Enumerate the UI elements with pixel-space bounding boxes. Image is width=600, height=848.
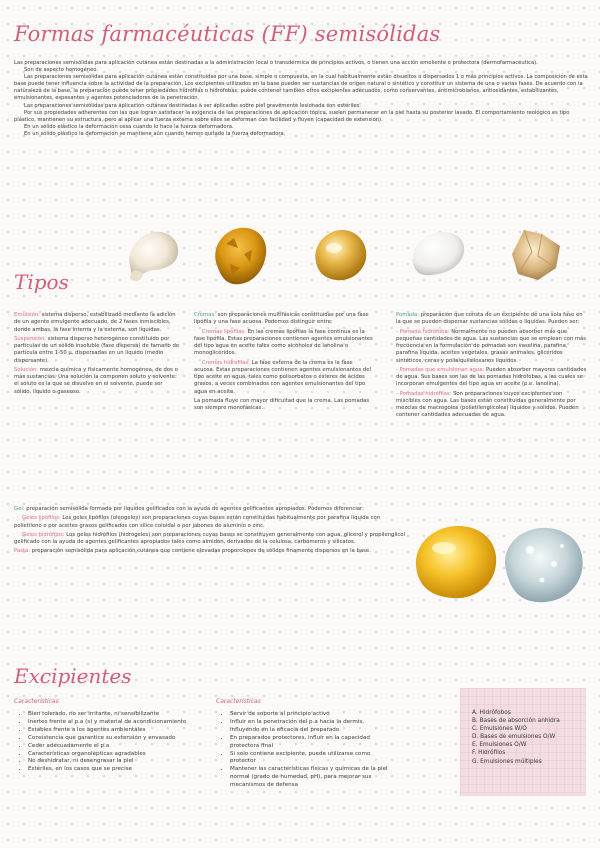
page-title: Formas farmacéuticas (FF) semisólidas [14, 22, 441, 46]
caracteristicas-list [216, 711, 394, 790]
legend-item: G. Emulsiones múltiples [472, 758, 542, 765]
cremas-hidrofilas-term: Cremas hidrófilas: [202, 359, 250, 366]
list-item: • En preparados protectores, influir en la capacidad protectora final [230, 735, 394, 751]
pomada-hidrofoba-text: Normalmente no pueden absorber más que pequeñas cantidades de agua. Las sustancias que se emplean con más frecuencia en la formulación de pomadas son vaselina, parafina, parafina líquida, aceites vegetales, grasas animales, glicéridos sintéticos, ceras y polialquilsiloxanos líquidos. [396, 328, 587, 364]
pomada-hidrofila-text: Son preparaciones cuyos excipientes son miscibles con agua. Las bases están constituidas generalmente por mezclas de macrogoles (polietilenglicoles) líquidos y sólidos. Pueden contener cantidades adecuadas de agua. [396, 390, 579, 419]
emulsion-text: sistema disperso, estabilizado mediante la adición de un agente emulgente adecuado, de 2 fases inmiscibles, donde ambas, la fase interna y la externa, son líquidas. [14, 312, 176, 333]
tipos-column-3 [396, 312, 588, 422]
caracteristicas-list [14, 711, 210, 774]
intro-text [14, 60, 588, 138]
solucion-term: Solución: [14, 366, 39, 373]
excipientes-column-1 [14, 698, 210, 774]
ointment-swatch-icon [310, 226, 370, 284]
cream-swatch-icon [122, 226, 184, 284]
white-cream-swatch-icon [406, 226, 468, 284]
list-item: • Influir en la penetración del p.a hacia la dermis, influyendo en la eficacia del preparado [230, 719, 394, 735]
list-item: • No deshidratar, ni desengrasar la piel [28, 758, 210, 766]
emulsion-term: Emulsión: [14, 312, 40, 318]
pomada-definition [396, 312, 588, 327]
list-item: • Si solo contiene excipiente, puede utilizarse como protector [230, 751, 394, 767]
clear-gel-drop-icon [496, 520, 590, 608]
legend-item: C. Emulsiones W/O [472, 726, 527, 733]
cremas-hidrofilas-text: La fase externa de la crema es la fase acuosa. Estas preparaciones contienen agentes emulsionantes del tipo aceite en agua, tales como polisorbatos o ésteres de ácidos grasos, a veces combinados con agentes emulsionantes del tipo agua en aceite. [194, 359, 371, 395]
pasta-text: preparación semisólida para aplicación cutánea que contiene elevadas proporciones de sólidos finamente dispersos en la base. [30, 548, 371, 555]
wax-swatch-icon [504, 224, 566, 284]
gel-term: Gel: [14, 506, 25, 512]
gel-text: preparación semisólida formada por líquidos gelificados con la ayuda de agentes gelificantes apropiados. Podemos diferenciar: [24, 506, 364, 512]
yellow-gel-drop-icon [408, 520, 504, 604]
gel-definition [14, 506, 406, 513]
intro-paragraph: Por sus propiedades adherentes con las que logran satisfacer la exigencia de las preparaciones de aplicación tópica, suelen permanecer en la piel hasta su posterior lavado. El comportamiento reológico es tipo plástico, mantienen su estructura, pero al aplicar una fuerza externa sobre ellos se deforman con facilidad y fluyen (capacidad de extensión). [14, 109, 570, 123]
suspension-definition [14, 336, 180, 365]
intro-paragraph: En un sólido plástico la deformación se mantiene aún cuando hemos quitado la fuerza deformadora. [24, 130, 286, 137]
pomada-emulsionan-term: - Pomadas que emulsionan agua: [396, 366, 485, 373]
legend-item: A. Hidrófobos [472, 710, 511, 716]
cremas-lipofilas-term: Cremas lipófilas: [202, 328, 247, 335]
solucion-definition [14, 367, 180, 396]
intro-paragraph: En un sólido elástico la deformación cesa cuando lo hace la fuerza deformadora. [24, 123, 234, 130]
tipos-column-1 [14, 312, 180, 398]
paste-swatch-icon [210, 224, 270, 288]
tipos-heading: Tipos [14, 270, 69, 294]
tipos-column-2 [194, 312, 374, 414]
pomada-text: preparación que consta de un excipiente de una sola fase en la que se pueden dispersar sustancias sólidas o líquidas. Pueden ser: [396, 312, 583, 326]
gel-block [14, 506, 406, 558]
cremas-lipofilas-definition [194, 329, 374, 358]
list-item: • Servir de soporte al principio activo [230, 711, 394, 719]
excipient-types-legend [472, 709, 560, 766]
cremas-definition [194, 312, 374, 327]
geles-hidrofilos-text: Los geles hidrófilos (hidrogeles) son preparaciones cuyas bases se constituyen generalmente con agua, glicerol y propilenglicol gelificado con la ayuda de agentes gelificantes apropiados tales como almidón, derivados de la celulosa, carbómeros y silicatos. [14, 531, 406, 545]
list-item: • Estables frente a los agentes ambientales [28, 727, 210, 735]
legend-item: B. Bases de absorción anhidra [472, 718, 560, 725]
geles-hidrofilos-definition [14, 532, 406, 547]
pasta-term: Pasta: [14, 548, 31, 555]
emulsion-definition [14, 312, 180, 334]
legend-item: F. Hidrófilos [472, 750, 506, 757]
pomada-emulsionan-definition [396, 367, 588, 389]
list-item: • Ceder adecuadamente el p.a [28, 743, 210, 751]
cremas-hidrofilas-definition [194, 360, 374, 396]
excipientes-column-2 [216, 698, 394, 790]
list-item: • Estériles, en los casos que se precise [28, 766, 210, 774]
legend-item: D. Bases de emulsiones O/W [472, 734, 556, 741]
list-item: • Consistencia que garantice su extensión y envasado [28, 735, 210, 743]
pomada-hidrofila-term: - Pomadas hidrófilas: [396, 390, 452, 397]
list-item: • Inertes frente al p.a (s) y material de acondicionamiento [28, 719, 210, 727]
pomada-hidrofoba-definition [396, 329, 588, 365]
list-item: • Mantener las características físicas y químicas de la piel normal (grado de humedad, pH), para mejorar sus mecanismos de defensa [230, 766, 394, 790]
pasta-definition [14, 548, 406, 555]
list-item: • Características organolépticas agradables [28, 751, 210, 759]
solucion-text: mezcla química y físicamente homogénea, de dos o más sustancias. Una solución la componen soluto y solvente: el soluto es la que se disuelve en el solvente, puede ser sólido, líquido o gaseoso. [14, 366, 178, 395]
cremas-term: Cremas: [194, 312, 216, 318]
intro-paragraph: Son de aspecto homogéneo. [24, 67, 98, 74]
intro-paragraph: Las preparaciones semisólidas para aplicación cutánea están destinadas a la administración local o transdérmica de principios activos, o tienen una acción emoliente o protectora (dermofarmacéutica). [14, 60, 538, 66]
suspension-text: sistema disperso heterogéneo constituido por partículas de un sólido insoluble (fase dispersa) de tamaño de partícula entre 1-50 µ, dispersadas en un líquido (medio dispersante). [14, 335, 180, 364]
geles-hidrofilos-term: Geles hidrófilos: [22, 531, 65, 538]
intro-paragraph: Las preparaciones semisólidas para aplicación cutánea están constituidas por una base, simple o compuesta, en la cual habitualmente están disueltos o dispersados 1 o más principios activos. La composición de esta base puede tener influencia sobre la actividad de la preparación. Los excipientes utilizados en la base pueden ser sustancias de origen natural o sintético y constituir un sistema de una o varias fases. De acuerdo con la naturaleza de la base, la preparación puede tener propiedades hidrófilas o hidrófobas; puede contener también otros excipientes adecuados, como conservantes, antimicrobianos, antioxidantes, estabilizantes, emulsionantes, espesantes y agentes potenciadores de la penetración. [14, 74, 588, 102]
list-item: • Bien tolerado, no ser irritante, ni sensibilizante [28, 711, 210, 719]
caracteristicas-heading: Características [14, 698, 59, 705]
geles-lipofilos-text: Los geles lipófilos (oleogeles) son preparaciones cuyas bases están constituidas habitualmente por parafina líquida con polietileno o por aceites grasos gelificados con sílice coloidal o por jabones de aluminio o zinc. [14, 515, 381, 529]
cremas-text: son preparaciones multifásicas constituidas por una fase lipófila y una fase acuosa. Podemos distinguir entre: [194, 312, 369, 326]
pomada-hidrofila-definition [396, 391, 588, 420]
cremas-note: La pomada fluye con mayor dificultad que la crema. Las pomadas son siempre monofásicas. [194, 397, 370, 411]
excipientes-heading: Excipientes [14, 664, 132, 688]
cremas-lipofilas-text: En las cremas lipófilas la fase continua es la fase lipófila. Estas preparaciones contienen agentes emulsionantes del tipo agua en aceite tales como alcoholes de lanolina o monoglicéridos. [194, 328, 373, 357]
legend-item: E. Emulsiones O/W [472, 742, 527, 749]
suspension-term: Suspensión: [14, 335, 47, 342]
caracteristicas-heading: Características [216, 698, 261, 705]
geles-lipofilos-term: Geles lipófilos: [22, 515, 61, 522]
pomada-emulsionan-text: Pueden absorber mayores cantidades de agua. Sus bases son las de las pomadas hidrófobas, a las cuales se incorporan emulgentes del tipo agua en aceite (p.e. lanolina). [396, 366, 587, 388]
pomada-term: Pomada: [396, 312, 420, 318]
geles-lipofilos-definition [14, 515, 406, 530]
intro-paragraph: Las preparaciones semisólidas para aplicación cutánea destinadas a ser aplicadas sobre piel gravemente lesionada son estériles. [24, 102, 361, 109]
pomada-hidrofoba-term: - Pomada hidrófoba: [396, 328, 450, 335]
